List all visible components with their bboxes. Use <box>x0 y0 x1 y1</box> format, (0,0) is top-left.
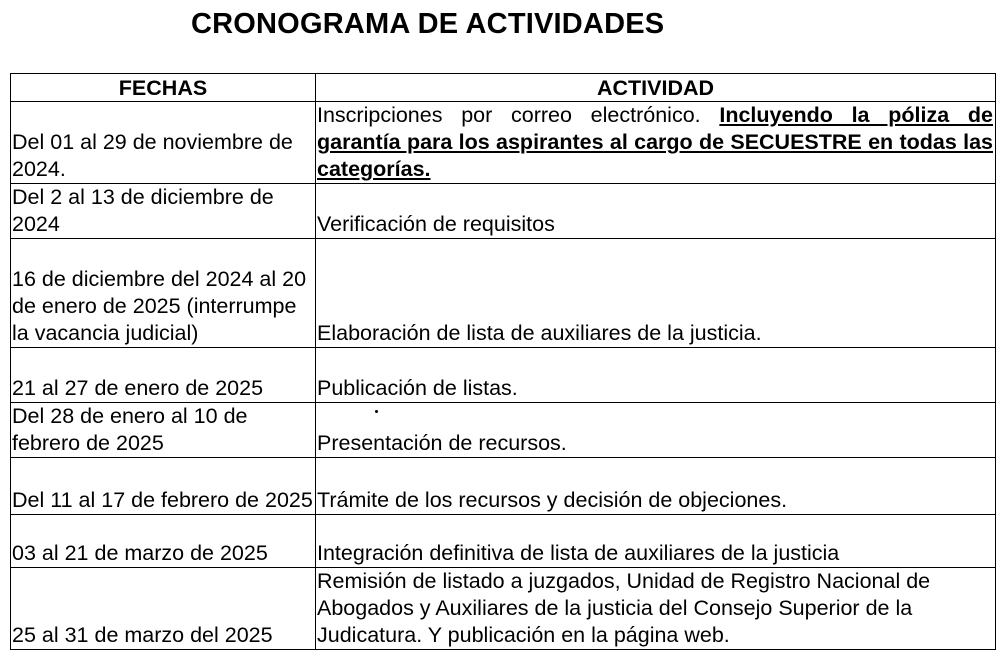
date-cell <box>11 348 316 403</box>
date-text: Del 01 al 29 de noviembre de 2024. <box>12 130 293 181</box>
activity-cell <box>316 515 996 568</box>
date-cell <box>11 403 316 458</box>
activity-cell <box>316 348 996 403</box>
activity-text: Elaboración de lista de auxiliares de la justicia. <box>317 321 762 345</box>
date-text: 21 al 27 de enero de 2025 <box>12 376 264 400</box>
activity-emphasis-text: Incluyendo la póliza de garantía para los aspirantes al cargo de SECUESTRE en todas las categorías. <box>317 103 993 181</box>
header-dates: FECHAS <box>11 74 316 102</box>
date-text: Del 11 al 17 de febrero de 2025 <box>12 488 313 512</box>
table-row <box>11 458 996 515</box>
activity-text: Trámite de los recursos y decisión de objeciones. <box>317 488 788 512</box>
activity-cell <box>316 184 996 239</box>
table-row <box>11 515 996 568</box>
table-row <box>11 348 996 403</box>
document-title: CRONOGRAMA DE ACTIVIDADES <box>191 8 665 40</box>
activity-cell <box>316 403 996 458</box>
activity-text: Integración definitiva de lista de auxiliares de la justicia <box>317 541 840 565</box>
activity-text: Presentación de recursos. <box>317 431 567 455</box>
date-text: 03 al 21 de marzo de 2025 <box>12 541 268 565</box>
date-cell <box>11 239 316 348</box>
table-row <box>11 184 996 239</box>
date-text: 25 al 31 de marzo del 2025 <box>12 623 273 647</box>
table-row <box>11 102 996 184</box>
date-text: Del 28 de enero al 10 de febrero de 2025 <box>12 404 248 455</box>
date-cell <box>11 568 316 650</box>
activity-text: Verificación de requisitos <box>317 212 555 236</box>
schedule-table <box>10 73 996 650</box>
table-header-row <box>11 74 996 102</box>
stray-dot-mark <box>375 410 378 413</box>
date-cell <box>11 515 316 568</box>
activity-text-block <box>317 102 995 183</box>
activity-text: Remisión de listado a juzgados, Unidad de Registro Nacional de Abogados y Auxiliares de la justicia del Consejo Superior de la Judicatura. Y publicación en la página web. <box>317 569 931 647</box>
activity-cell <box>316 102 996 184</box>
activity-cell <box>316 239 996 348</box>
table-row <box>11 403 996 458</box>
table-row <box>11 239 996 348</box>
date-cell <box>11 102 316 184</box>
activity-cell <box>316 458 996 515</box>
activity-text: Publicación de listas. <box>317 376 518 400</box>
date-cell <box>11 184 316 239</box>
table-row <box>11 568 996 650</box>
date-text: Del 2 al 13 de diciembre de 2024 <box>12 185 274 236</box>
header-activity: ACTIVIDAD <box>316 74 996 102</box>
activity-text: Inscripciones por correo electrónico. <box>317 103 701 127</box>
date-text: 16 de diciembre del 2024 al 20 de enero de 2025 (interrumpe la vacancia judicial) <box>12 267 307 345</box>
activity-cell <box>316 568 996 650</box>
date-cell <box>11 458 316 515</box>
